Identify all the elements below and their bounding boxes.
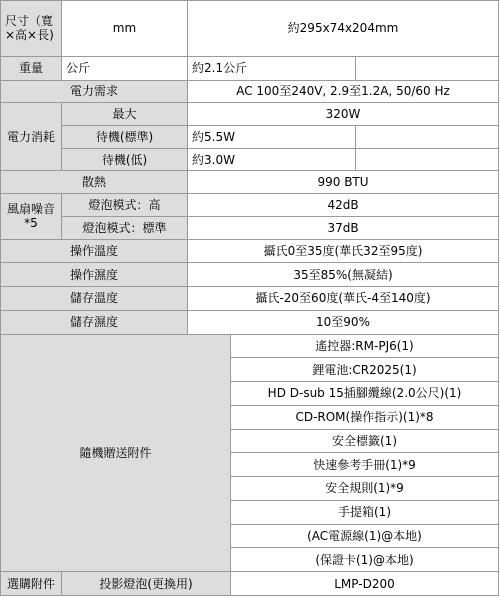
accessory-item: 安全標籤(1): [231, 429, 499, 453]
accessory-item: 安全規則(1)*9: [231, 477, 499, 501]
weight-label: 重量: [1, 56, 62, 80]
storage-humidity-label: 儲存濕度: [1, 310, 188, 334]
accessory-item: (保證卡(1)@本地): [231, 548, 499, 572]
heat-label: 散熱: [1, 171, 188, 194]
power-max-label: 最大: [62, 103, 188, 126]
optional-label: 選購附件: [1, 572, 62, 596]
fan-high-value: 42dB: [188, 194, 499, 217]
accessory-item: 鋰電池:CR2025(1): [231, 358, 499, 382]
weight-unit: 公斤: [62, 56, 188, 80]
power-standby-std-label: 待機(標準): [62, 125, 188, 148]
op-humidity-label: 操作濕度: [1, 263, 188, 287]
size-label: 尺寸（寬×高×長): [1, 1, 62, 57]
power-standby-std-empty: [356, 125, 499, 148]
optional-row: [1, 572, 499, 596]
op-temp-value: 攝氏0至35度(華氏32至95度): [188, 239, 499, 263]
size-row: [1, 1, 499, 57]
power-standby-low-label: 待機(低): [62, 148, 188, 171]
fan-std-value: 37dB: [188, 216, 499, 239]
optional-item-label: 投影燈泡(更換用): [62, 572, 231, 596]
weight-value: 約2.1公斤: [188, 56, 356, 80]
power-req-row: [1, 80, 499, 103]
storage-temp-value: 攝氏-20至60度(華氏-4至140度): [188, 287, 499, 311]
accessory-row: [1, 334, 499, 358]
op-temp-row: [1, 239, 499, 263]
fan-noise-label: 風扇噪音*5: [1, 194, 62, 239]
storage-temp-row: [1, 287, 499, 311]
power-standby-std-row: [1, 125, 499, 148]
storage-humidity-value: 10至90%: [188, 310, 499, 334]
power-max-row: [1, 103, 499, 126]
accessory-item: (AC電源線(1)@本地): [231, 524, 499, 548]
power-standby-std-value: 約5.5W: [188, 125, 356, 148]
power-standby-low-value: 約3.0W: [188, 148, 356, 171]
op-humidity-row: [1, 263, 499, 287]
storage-humidity-row: [1, 310, 499, 334]
power-req-value: AC 100至240V, 2.9至1.2A, 50/60 Hz: [188, 80, 499, 103]
fan-std-label: 燈泡模式：標準: [62, 216, 188, 239]
accessory-item: 遙控器:RM-PJ6(1): [231, 334, 499, 358]
weight-empty: [356, 56, 499, 80]
accessory-item: CD-ROM(操作指示)(1)*8: [231, 405, 499, 429]
power-standby-low-row: [1, 148, 499, 171]
power-consumption-label: 電力消耗: [1, 103, 62, 171]
op-temp-label: 操作溫度: [1, 239, 188, 263]
fan-std-row: [1, 216, 499, 239]
size-unit: mm: [62, 1, 188, 57]
size-value: 約295x74x204mm: [188, 1, 499, 57]
accessory-item: 手提箱(1): [231, 500, 499, 524]
power-req-label: 電力需求: [1, 80, 188, 103]
accessories-label: 隨機贈送附件: [1, 334, 231, 572]
fan-high-label: 燈泡模式：高: [62, 194, 188, 217]
accessory-item: HD D-sub 15插腳纜線(2.0公尺)(1): [231, 382, 499, 406]
heat-row: [1, 171, 499, 194]
op-humidity-value: 35至85%(無凝結): [188, 263, 499, 287]
accessory-item: 快速參考手冊(1)*9: [231, 453, 499, 477]
fan-high-row: [1, 194, 499, 217]
heat-value: 990 BTU: [188, 171, 499, 194]
weight-row: [1, 56, 499, 80]
optional-item-value: LMP-D200: [231, 572, 499, 596]
power-standby-low-empty: [356, 148, 499, 171]
power-max-value: 320W: [188, 103, 499, 126]
storage-temp-label: 儲存溫度: [1, 287, 188, 311]
